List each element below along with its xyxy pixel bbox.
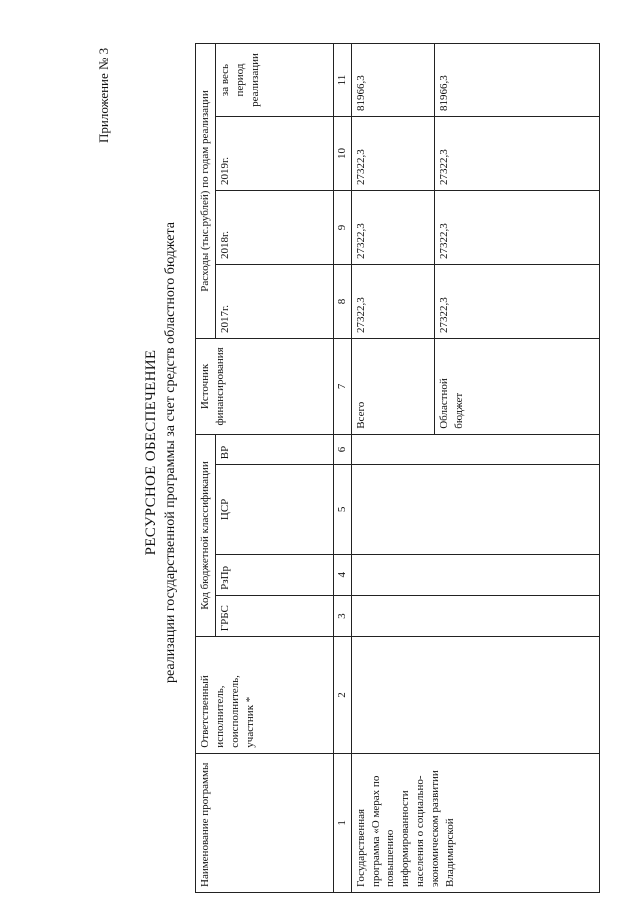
value-2019-cell: 27322,3 [434, 117, 599, 191]
header-vr: ВР [215, 434, 333, 464]
executor-cell [351, 637, 599, 753]
document-title: РЕСУРСНОЕ ОБЕСПЕЧЕНИЕ [143, 349, 159, 556]
value-total-cell: 81966,3 [434, 44, 599, 117]
column-number: 9 [333, 191, 351, 265]
header-2018: 2018г. [215, 191, 333, 265]
header-2017: 2017г. [215, 265, 333, 339]
column-number-row [333, 44, 351, 893]
header-budget-code: Код бюджетной классификации [196, 434, 216, 636]
value-total-cell: 81966,3 [351, 44, 434, 117]
header-source: Источник финансирования [196, 339, 334, 435]
value-2018-cell: 27322,3 [351, 191, 434, 265]
column-number: 8 [333, 265, 351, 339]
column-number: 5 [333, 465, 351, 554]
column-number: 2 [333, 637, 351, 753]
column-number: 7 [333, 339, 351, 435]
value-2017-cell: 27322,3 [434, 265, 599, 339]
resource-table [195, 43, 600, 893]
header-total-period: за весь период реализации [215, 44, 333, 117]
vr-cell [351, 434, 599, 464]
header-csr: ЦСР [215, 465, 333, 554]
column-number: 10 [333, 117, 351, 191]
value-2018-cell: 27322,3 [434, 191, 599, 265]
csr-cell [351, 465, 599, 554]
column-number: 3 [333, 595, 351, 636]
value-2017-cell: 27322,3 [351, 265, 434, 339]
column-number: 11 [333, 44, 351, 117]
header-executor: Ответственный исполнитель, соисполнитель, участник * [196, 637, 334, 753]
source-cell: Областной бюджет [434, 339, 599, 435]
column-number: 6 [333, 434, 351, 464]
program-name-cell: Государственная программа «О мерах по повышению информированности населения о социально-экономическом развитии Владимирской [351, 753, 599, 892]
appendix-label: Приложение № 3 [96, 47, 111, 143]
table-row-total [351, 44, 434, 893]
column-number: 1 [333, 753, 351, 892]
value-2019-cell: 27322,3 [351, 117, 434, 191]
header-name: Наименование программы [196, 753, 334, 892]
header-2019: 2019г. [215, 117, 333, 191]
header-rzpr: РзПр [215, 554, 333, 595]
header-row-1 [196, 44, 216, 893]
rzpr-cell [351, 554, 599, 595]
source-cell: Всего [351, 339, 434, 435]
header-expenses: Расходы (тыс.рублей) по годам реализации [196, 44, 216, 339]
header-grbs: ГРБС [215, 595, 333, 636]
document-subtitle: реализации государственной программы за счет средств областного бюджета [163, 221, 178, 684]
column-number: 4 [333, 554, 351, 595]
grbs-cell [351, 595, 599, 636]
